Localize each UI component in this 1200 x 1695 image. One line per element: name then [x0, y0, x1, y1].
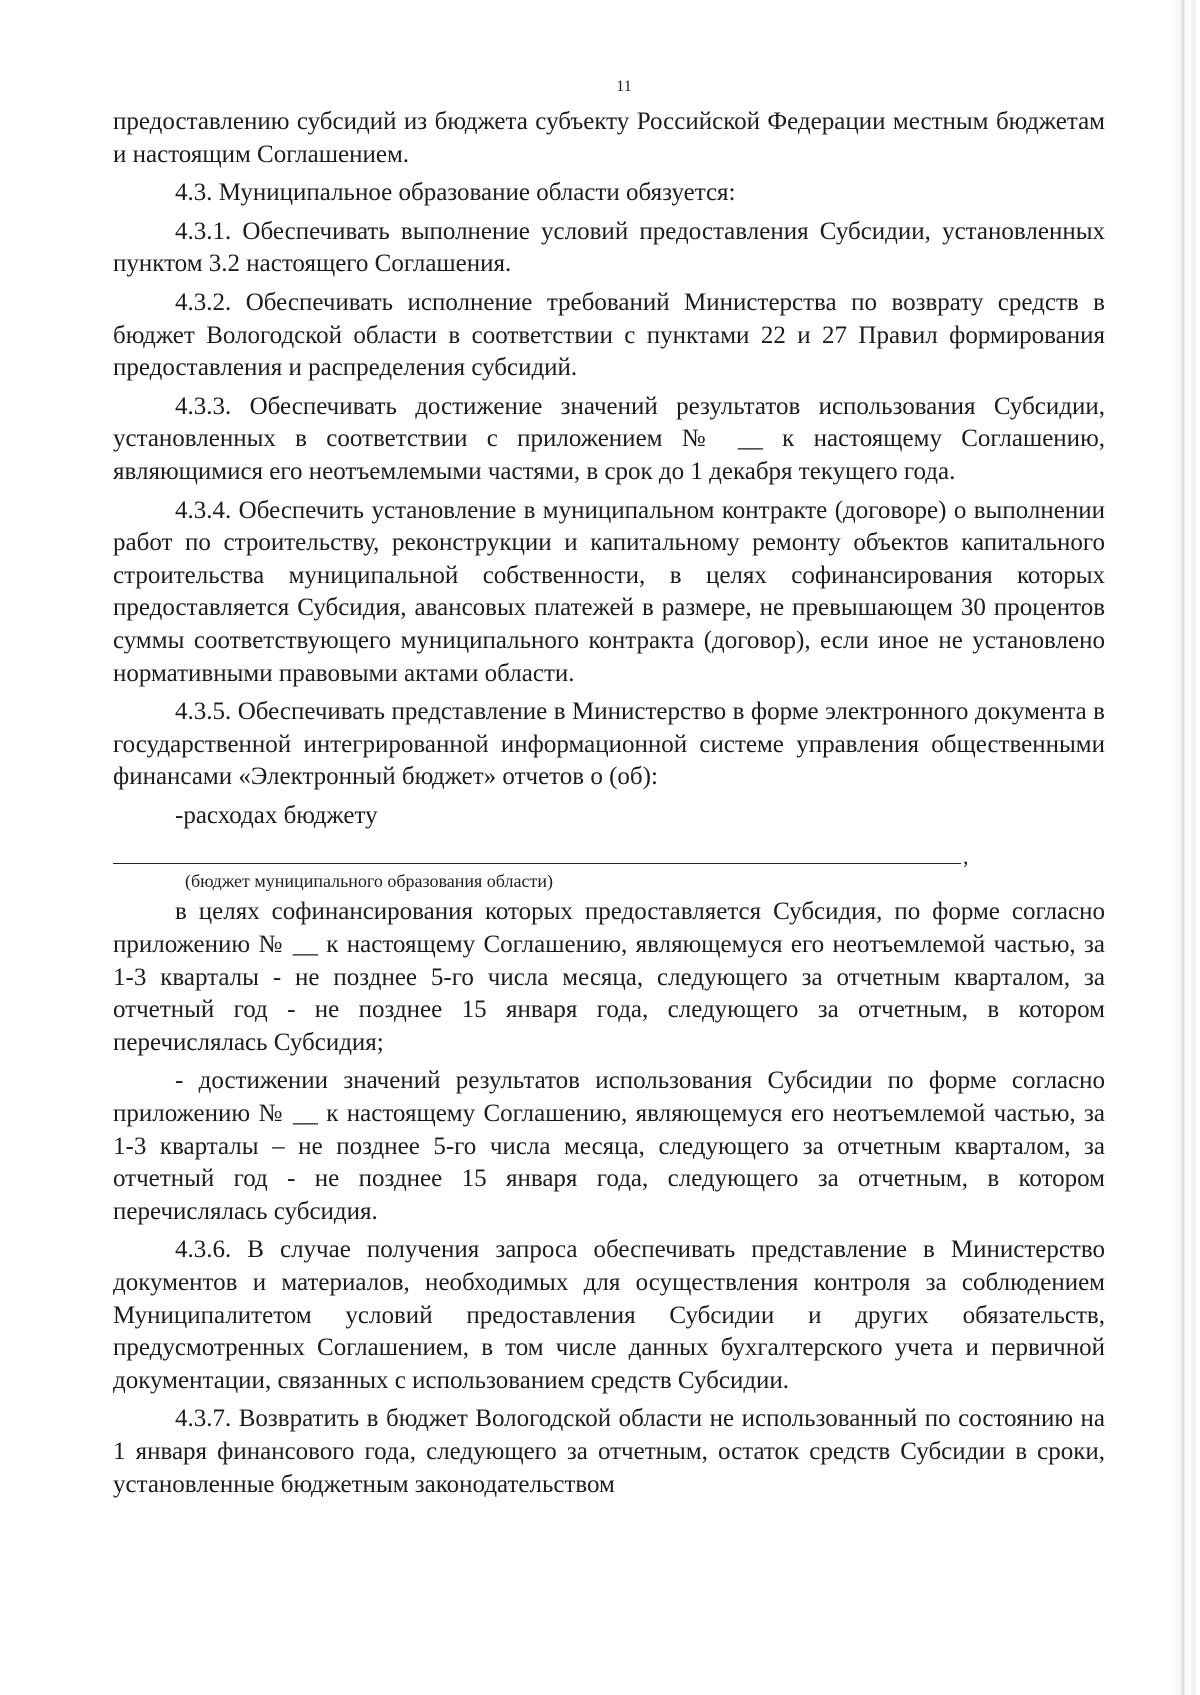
paragraph-4-3-7: 4.3.7. Возвратить в бюджет Вологодской области не использованный по состоянию на 1 января финансового года, следующего за отчетным, остаток средств Субсидии в сроки, установленные бюджетным законодательством — [113, 1405, 1105, 1498]
paragraph-4-3-5: 4.3.5. Обеспечивать представление в Министерство в форме электронного документа в государственной интегрированной информационной системе управления общественными финансами «Электронный бюджет» отчетов о (об): — [113, 698, 1105, 791]
paragraph-4-3-1: 4.3.1. Обеспечивать выполнение условий предоставления Субсидии, установленных пунктом 3.2 настоящего Соглашения. — [113, 217, 1105, 278]
fill-line-caption: (бюджет муниципального образования области) — [185, 871, 553, 892]
paragraph-4-3: 4.3. Муниципальное образование области обязуется: — [175, 179, 736, 207]
paragraph-4-3-6: 4.3.6. В случае получения запроса обеспечивать представление в Министерство документов и материалов, необходимых для осуществления контроля за соблюдением Муниципалитетом условий предоставления Субсидии и других обязательств, предусмотренных Соглашением, в том числе данных бухгалтерского учета и первичной документации, связанных с использованием средств Субсидии. — [113, 1236, 1105, 1394]
paragraph-4-3-3: 4.3.3. Обеспечивать достижение значений результатов использования Субсидии, установленных в соответствии с приложением № __ к настоящему Соглашению, являющимися его неотъемлемыми частями, в срок до 1 декабря текущего года. — [113, 392, 1105, 485]
paragraph-expenses-item: -расходах бюджету — [175, 801, 378, 829]
page-number: 11 — [616, 78, 632, 95]
document-page — [113, 78, 1105, 1501]
paragraph-4-3-4: 4.3.4. Обеспечить установление в муниципальном контракте (договоре) о выполнении работ по строительству, реконструкции и капитальному ремонту объектов капитального строительства муниципальной собственности, в целях софинансирования которых предоставляется Субсидия, авансовых платежей в размере, не превышающем 30 процентов суммы соответствующего муниципального контракта (договор), если иное не установлено нормативными правовыми актами области. — [113, 496, 1105, 687]
paragraph-results-item: - достижении значений результатов использования Субсидии по форме согласно приложению № __ к настоящему Соглашению, являющемуся его неотъемлемой частью, за 1-3 кварталы – не позднее 5-го числа месяца, следующего за отчетным кварталом, за отчетный год - не позднее 15 января года, следующего за отчетным, в котором перечислялась субсидия. — [113, 1067, 1105, 1225]
paragraph-continuation: предоставлению субсидий из бюджета субъекту Российской Федерации местным бюджетам и настоящим Соглашением. — [113, 108, 1105, 168]
scan-edge — [1172, 0, 1200, 1695]
paragraph-cofinancing: в целях софинансирования которых предоставляется Субсидия, по форме согласно приложению № __ к настоящему Соглашению, являющемуся его неотъемлемой частью, за 1-3 кварталы - не позднее 5-го числа месяца, следующего за отчетным кварталом, за отчетный год - не позднее 15 января года, следующего за отчетным, в котором перечислялась Субсидия; — [113, 898, 1105, 1056]
blank-fill-line — [113, 832, 1105, 870]
paragraph-4-3-2: 4.3.2. Обеспечивать исполнение требований Министерства по возврату средств в бюджет Вологодской области в соответствии с пунктами 22 и 27 Правил формирования предоставления и распределения субсидий. — [113, 288, 1105, 382]
underline-rule — [113, 863, 961, 864]
fill-line-comma: , — [963, 844, 969, 870]
